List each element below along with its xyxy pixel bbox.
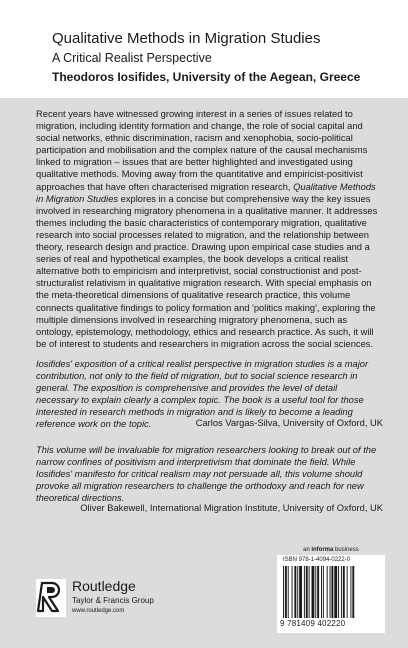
informa-prefix: an xyxy=(303,547,312,553)
barcode-digits: 9 781409 402220 xyxy=(280,619,346,628)
routledge-logo-icon xyxy=(36,579,66,617)
informa-business-label xyxy=(303,547,359,553)
endorsement-quote-2: This volume will be invaluable for migration researchers looking to break out of the narrow confines of positivism and interpretivism that dominate the field. While Iosifides' manifesto for critical realism may not persuade all, this volume should provoke all migration researchers to challenge the orthodoxy and reach for new theoretical directions. xyxy=(36,445,377,504)
book-description xyxy=(36,108,381,350)
informa-suffix: business xyxy=(333,547,359,553)
publisher-group: Taylor & Francis Group xyxy=(72,596,154,605)
author-line: Theodoros Iosifides, University of the Aegean, Greece xyxy=(52,70,361,84)
description-part-1: Recent years have witnessed growing interest in a series of issues related to migration, including identity formation and change, the role of social capital and social networks, ethnic discrimination, racism and xenophobia, socio-political participation and mobilisation and the complex nature of the causal mechanisms linked to migration – issues that are better highlighted and investigated using qualitative methods. Moving away from the quantitative and empiricist-positivist approaches that have often characterised migration research, xyxy=(36,109,368,192)
description-book-title: Qualitative Methods in Migration Studies xyxy=(36,181,376,204)
publisher-name: Routledge xyxy=(72,578,136,594)
barcode-icon xyxy=(283,566,379,618)
publisher-url: www.routledge.com xyxy=(72,608,125,614)
informa-word: informa xyxy=(311,547,334,553)
book-subtitle: A Critical Realist Perspective xyxy=(52,51,212,65)
isbn-label: ISBN 978-1-4094-0222-0 xyxy=(283,557,351,563)
endorsement-attribution-1: Carlos Vargas-Silva, University of Oxford, UK xyxy=(195,418,383,428)
barcode-block xyxy=(277,555,385,633)
endorsement-quote-1: Iosifides' exposition of a critical realist perspective in migration studies is a major contribution, not only to the field of migration, but to social science research in general. The exposition is comprehensive and provides the level of detail necessary to explain clearly a complex topic. The book is a useful tool for those interested in research methods in migration and is likely to become a leading reference work on the topic. xyxy=(36,359,369,430)
book-title: Qualitative Methods in Migration Studies xyxy=(52,30,321,47)
endorsement-attribution-2: Oliver Bakewell, International Migration Institute, University of Oxford, UK xyxy=(80,503,383,513)
description-part-2: explores in a concise but comprehensive way the key issues involved in researching migratory phenomena in a qualitative manner. It addresses themes including the basic characteristics of contemporary migration, qualitative research into social processes related to migration, and the relationship between theory, research design and practice. Drawing upon empirical case studies and a series of real and hypothetical examples, the book develops a critical realist alternative both to empiricism and interpretivist, social constructionist and post-structuralist relativism in qualitative migration research. With special emphasis on the meta-theoretical dimensions of qualitative research practice, this volume connects qualitative findings to policy formation and 'politics making', exploring the multiple dimensions involved in researching migratory phenomena, such as ontology, epistemology, methodology, ethics and research practice. As such, it will be of interest to students and researchers in migration across the social sciences. xyxy=(36,193,378,349)
